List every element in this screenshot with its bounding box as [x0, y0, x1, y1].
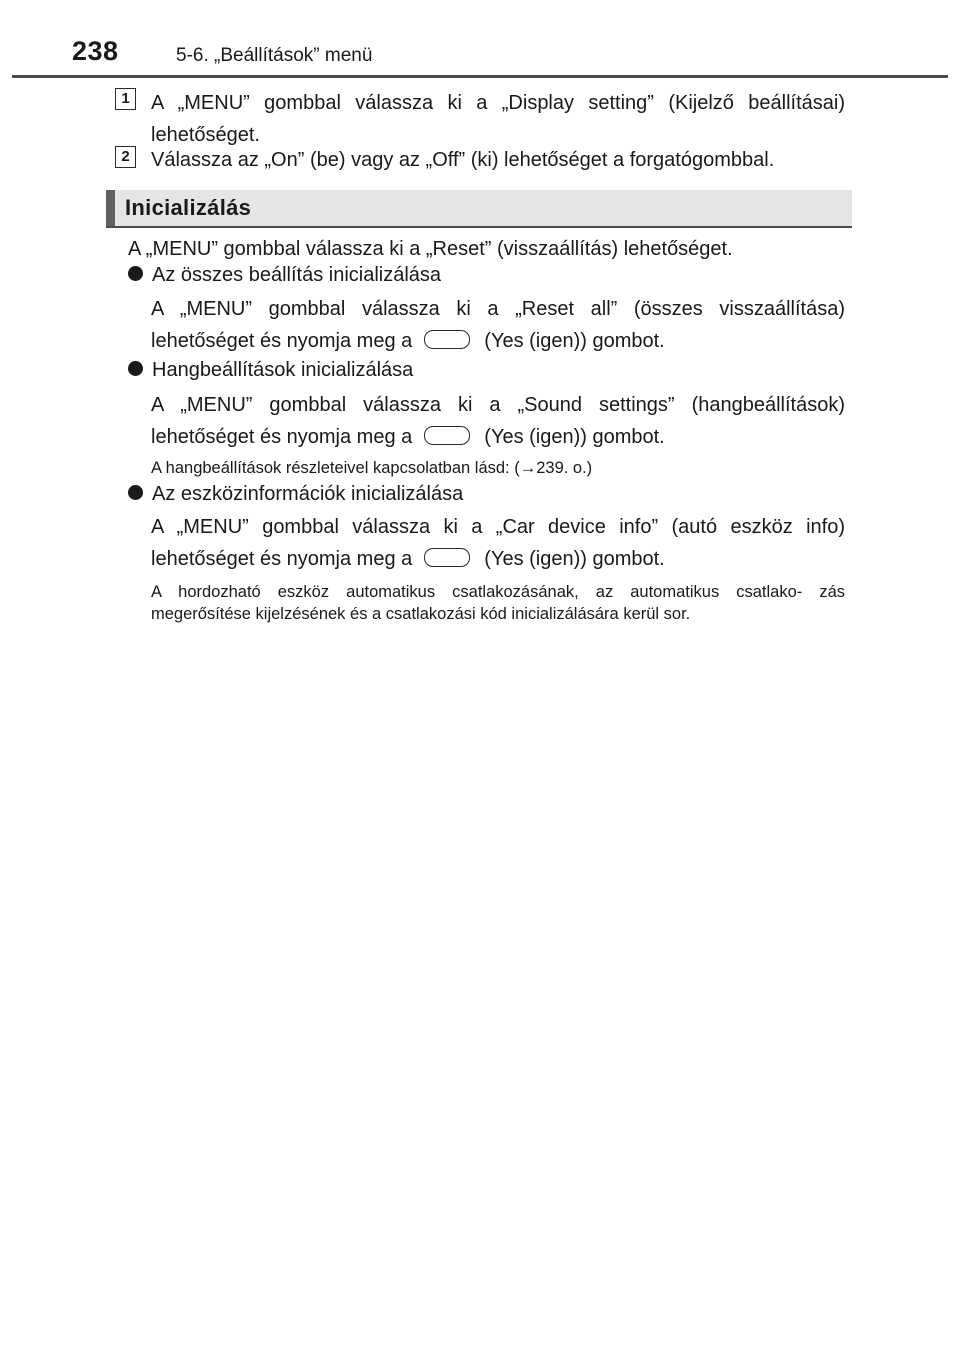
- yes-button-icon: [424, 330, 470, 349]
- item-1-line-2: [151, 325, 845, 357]
- bullet-icon: [128, 361, 143, 376]
- step-2-line-1: Válassza az „On” (be) vagy az „Off” (ki) lehetőséget a forgatógombbal.: [151, 149, 775, 171]
- item-3-line-2: [151, 543, 845, 575]
- item-1-line-1: A „MENU” gombbal válassza ki a „Reset all” (összes visszaállítása): [151, 298, 845, 320]
- item-2-line-2-before: lehetőséget és nyomja meg a: [151, 426, 413, 448]
- step-badge-2: 2: [115, 146, 136, 168]
- step-1-line-2: lehetőséget.: [151, 124, 260, 146]
- item-3-line-2-before: lehetőséget és nyomja meg a: [151, 548, 413, 570]
- item-2-note: A hangbeállítások részleteivel kapcsolatban lásd: (→239. o.): [151, 459, 593, 477]
- step-badge-1: 1: [115, 88, 136, 110]
- header-divider: [12, 75, 948, 78]
- item-3-line-1: A „MENU” gombbal válassza ki a „Car device info” (autó eszköz info): [151, 516, 845, 538]
- item-2-line-2-after: (Yes (igen)) gombot.: [484, 426, 665, 448]
- item-3-line-2-after: (Yes (igen)) gombot.: [484, 548, 665, 570]
- item-1-line-2-before: lehetőséget és nyomja meg a: [151, 330, 413, 352]
- item-2-line-1: A „MENU” gombbal válassza ki a „Sound settings” (hangbeállítások): [151, 394, 845, 416]
- yes-button-icon: [424, 548, 470, 567]
- item-1-line-2-after: (Yes (igen)) gombot.: [484, 330, 665, 352]
- item-2-line-2: [151, 421, 845, 453]
- section-intro: A „MENU” gombbal válassza ki a „Reset” (visszaállítás) lehetőséget.: [128, 238, 733, 260]
- section-title: Inicializálás: [125, 195, 252, 220]
- step-2-text: [151, 144, 851, 176]
- item-2-body: [151, 389, 845, 479]
- section-header-bar: [106, 190, 852, 228]
- item-1-heading-row: [128, 259, 441, 291]
- item-3-body: [151, 511, 845, 625]
- page-number: 238: [72, 36, 119, 66]
- item-2-heading: Hangbeállítások inicializálása: [152, 359, 414, 381]
- item-3-note: A hordozható eszköz automatikus csatlakozásának, az automatikus csatlako- zás megerősítése kijelzésének és a csatlakozási kód inicializálására kerül sor.: [151, 583, 845, 623]
- bullet-icon: [128, 485, 143, 500]
- item-1-heading: Az összes beállítás inicializálása: [152, 264, 442, 286]
- yes-button-icon: [424, 426, 470, 445]
- section-reference: 5-6. „Beállítások” menü: [176, 45, 373, 66]
- item-3-heading: Az eszközinformációk inicializálása: [152, 483, 464, 505]
- step-1-line-1: A „MENU” gombbal válassza ki a „Display setting” (Kijelző beállításai): [151, 92, 845, 114]
- item-3-heading-row: [128, 478, 463, 510]
- item-2-heading-row: [128, 354, 413, 386]
- item-1-body: [151, 293, 845, 357]
- bullet-icon: [128, 266, 143, 281]
- section-header-accent: [106, 190, 115, 226]
- step-1-text: [151, 87, 845, 151]
